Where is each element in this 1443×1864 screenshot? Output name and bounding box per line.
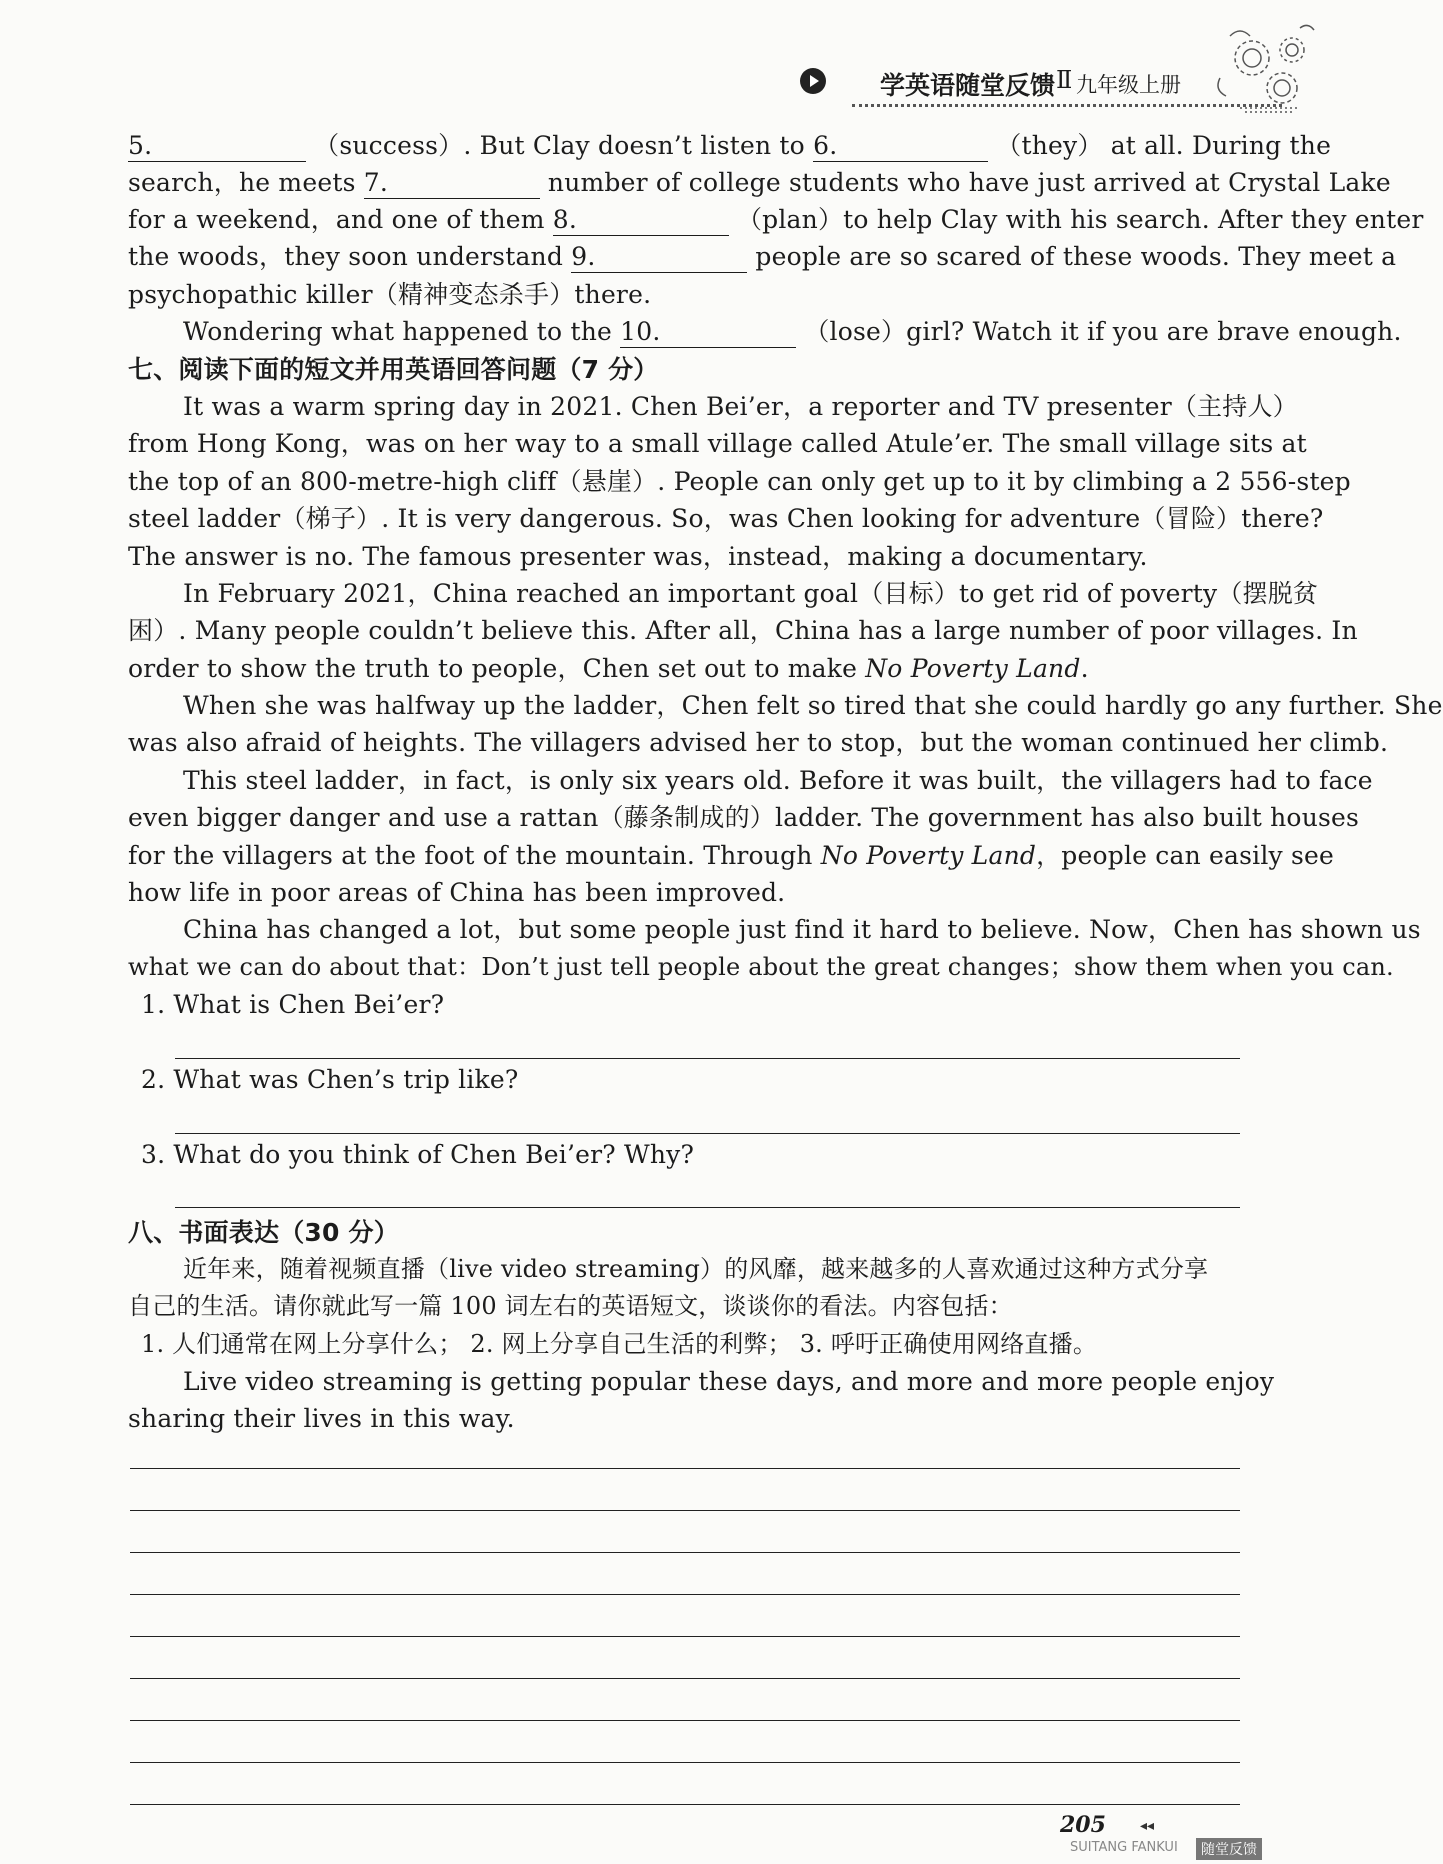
blank-8[interactable]: 8. [553, 205, 729, 236]
writing-line[interactable] [130, 1510, 1240, 1511]
writing-start-line-2: sharing their lives in this way. [128, 1404, 515, 1433]
answer-line-2[interactable] [175, 1133, 1240, 1134]
writing-line[interactable] [130, 1594, 1240, 1595]
writing-line[interactable] [130, 1678, 1240, 1679]
answer-line-1[interactable] [175, 1058, 1240, 1059]
passage-line-10: was also afraid of heights. The villagers advised her to stop，but the woman continued her climb. [128, 728, 1389, 757]
passage-line-16: what we can do about that：Don’t just tell people about the great changes；show them when you can. [128, 953, 1394, 981]
book-title: 学英语随堂反馈 [880, 71, 1056, 100]
footer-brand-en: SUITANG FANKUI [1070, 1840, 1178, 1855]
passage-line-6: In February 2021，China reached an important goal（目标）to get rid of poverty（摆脱贫 [183, 579, 1319, 608]
writing-line[interactable] [130, 1636, 1240, 1637]
book-volume-numeral: Ⅱ [1056, 66, 1073, 94]
writing-line[interactable] [130, 1804, 1240, 1805]
blank-5[interactable]: 5. [128, 131, 306, 162]
book-grade: 九年级上册 [1076, 73, 1181, 97]
writing-start-line-1: Live video streaming is getting popular these days, and more and more people enjoy [183, 1367, 1275, 1396]
passage-line-11: This steel ladder，in fact，is only six years old. Before it was built，the villagers had to face [183, 766, 1373, 795]
writing-prompt-line-1: 近年来，随着视频直播（live video streaming）的风靡，越来越多的人喜欢通过这种方式分享 [183, 1255, 1209, 1283]
passage-line-5: The answer is no. The famous presenter was，instead，making a documentary. [128, 542, 1148, 571]
page-number: 205 [1060, 1812, 1106, 1838]
passage-line-9: When she was halfway up the ladder，Chen felt so tired that she could hardly go any further. She [183, 691, 1443, 720]
cloze-line-5: psychopathic killer（精神变态杀手）there. [128, 280, 652, 309]
documentary-title: No Poverty Land [865, 654, 1081, 683]
question-1: 1. What is Chen Bei’er? [141, 990, 445, 1019]
footer-brand-cn: 随堂反馈 [1196, 1838, 1262, 1860]
footer-brand [1070, 1838, 1280, 1858]
passage-line-14: how life in poor areas of China has been improved. [128, 878, 786, 907]
passage-line-13: for the villagers at the foot of the mountain. Through No Poverty Land，people can easily see [128, 841, 1335, 870]
blank-6[interactable]: 6. [813, 131, 988, 162]
writing-prompt-line-3: 1. 人们通常在网上分享什么； 2. 网上分享自己生活的利弊； 3. 呼吁正确使用网络直播。 [141, 1330, 1098, 1358]
cloze-line-3: for a weekend，and one of them 8. （plan）to help Clay with his search. After they enter [128, 205, 1424, 234]
question-3: 3. What do you think of Chen Bei’er? Why? [141, 1140, 695, 1169]
section-8-heading: 八、书面表达（30 分） [128, 1218, 399, 1247]
documentary-title-2: No Poverty Land [820, 841, 1037, 870]
passage-line-4: steel ladder（梯子）. It is very dangerous. So，was Chen looking for adventure（冒险）there? [128, 504, 1324, 533]
blank-10[interactable]: 10. [620, 317, 796, 348]
writing-line[interactable] [130, 1552, 1240, 1553]
passage-line-3: the top of an 800-metre-high cliff（悬崖）. People can only get up to it by climbing a 2 556-step [128, 467, 1351, 496]
cloze-line-6: Wondering what happened to the 10. （lose）girl? Watch it if you are brave enough. [183, 317, 1402, 346]
passage-line-7: 困）. Many people couldn’t believe this. After all，China has a large number of poor villages. In [128, 616, 1358, 645]
passage-line-15: China has changed a lot，but some people just find it hard to believe. Now，Chen has shown us [183, 915, 1421, 944]
writing-prompt-line-2: 自己的生活。请你就此写一篇 100 词左右的英语短文，谈谈你的看法。内容包括： [128, 1292, 1013, 1320]
passage-line-1: It was a warm spring day in 2021. Chen Bei’er，a reporter and TV presenter（主持人） [183, 392, 1298, 421]
passage-line-12: even bigger danger and use a rattan（藤条制成的）ladder. The government has also built houses [128, 803, 1360, 832]
writing-line[interactable] [130, 1468, 1240, 1469]
blank-9[interactable]: 9. [571, 242, 747, 273]
writing-line[interactable] [130, 1762, 1240, 1763]
arrow-left-icon: ◂◂ [1140, 1818, 1155, 1834]
cloze-line-4: the woods，they soon understand 9. people are so scared of these woods. They meet a [128, 242, 1397, 271]
cloze-line-1: 5. （success）. But Clay doesn’t listen to 6. （they） at all. During the [128, 131, 1332, 160]
passage-line-2: from Hong Kong，was on her way to a small village called Atule’er. The small village sits at [128, 429, 1307, 458]
blank-7[interactable]: 7. [364, 168, 540, 199]
passage-line-8: order to show the truth to people，Chen set out to make No Poverty Land. [128, 654, 1089, 683]
writing-line[interactable] [130, 1720, 1240, 1721]
section-7-heading: 七、阅读下面的短文并用英语回答问题（7 分） [128, 355, 659, 384]
answer-line-3[interactable] [175, 1207, 1240, 1208]
cloze-line-2: search，he meets 7. number of college students who have just arrived at Crystal Lake [128, 168, 1391, 197]
question-2: 2. What was Chen’s trip like? [141, 1065, 519, 1094]
